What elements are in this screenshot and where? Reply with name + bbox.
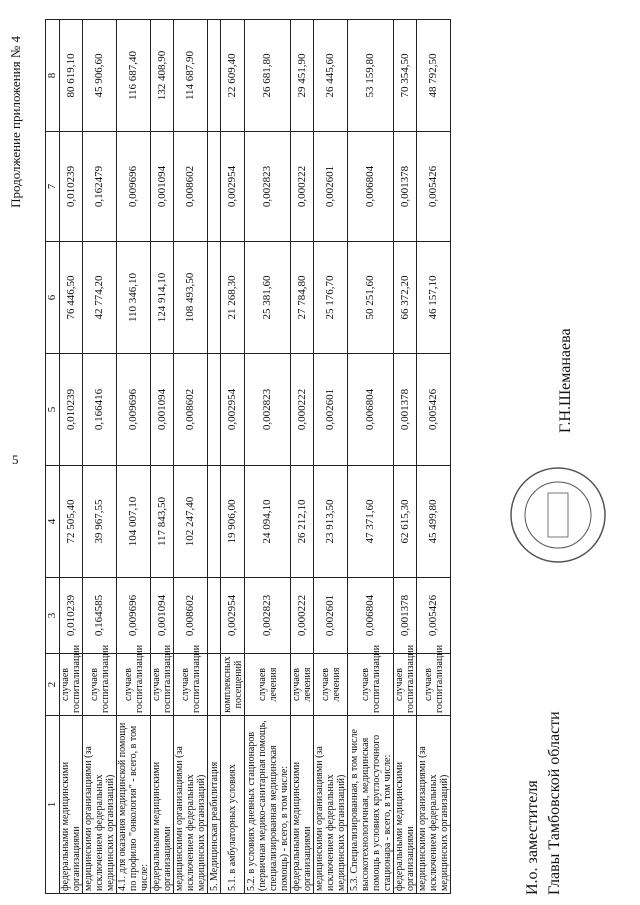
data-table [45,19,451,894]
value-cell: 23 913,50 [314,466,348,578]
column-number-row [46,20,60,894]
value-cell: 0,009696 [117,132,151,242]
row-label-cell: федеральными медицинскими организациями [151,716,174,894]
value-cell [208,466,221,578]
value-cell: 0,006804 [348,578,394,654]
row-label-cell: 5.2. в условиях дневных стационаров (первичная медико-санитарная помощь, специализированная медицинская помощь) - всего, в том числе: [245,716,291,894]
table-row [291,20,314,894]
value-cell: 0,002601 [314,354,348,466]
unit-cell: случаев госпитализации [394,654,417,716]
value-cell: 0,005426 [417,132,451,242]
unit-cell: случаев госпитализации [83,654,117,716]
unit-cell: случаев лечения [314,654,348,716]
unit-cell: случаев госпитализации [117,654,151,716]
table-row [151,20,174,894]
signer-position-line2: Главы Тамбовской области [546,711,563,895]
col-header: 4 [46,466,60,578]
table-row [83,20,117,894]
value-cell: 62 615,30 [394,466,417,578]
col-header: 8 [46,20,60,132]
unit-cell: случаев госпитализации [151,654,174,716]
value-cell [208,20,221,132]
value-cell: 47 371,60 [348,466,394,578]
value-cell: 0,009696 [117,354,151,466]
value-cell: 0,002954 [221,578,245,654]
value-cell: 0,005426 [417,354,451,466]
table-row [417,20,451,894]
value-cell: 0,002954 [221,132,245,242]
value-cell: 21 268,30 [221,242,245,354]
value-cell: 0,002954 [221,354,245,466]
value-cell: 53 159,80 [348,20,394,132]
row-label-cell: 4.1. для оказания медицинской помощи по профилю "онкология" - всего, в том числе: [117,716,151,894]
table-row [117,20,151,894]
appendix-title: Продолжение приложения № 4 [8,36,23,208]
value-cell: 0,010239 [60,354,83,466]
value-cell: 19 906,00 [221,466,245,578]
value-cell: 132 408,90 [151,20,174,132]
unit-cell: случаев лечения [291,654,314,716]
value-cell: 46 157,10 [417,242,451,354]
value-cell: 0,005426 [417,578,451,654]
value-cell: 108 493,50 [174,242,208,354]
value-cell: 48 792,50 [417,20,451,132]
value-cell: 0,008602 [174,354,208,466]
value-cell: 0,010239 [60,578,83,654]
unit-cell: случаев лечения [245,654,291,716]
value-cell: 70 354,50 [394,20,417,132]
value-cell: 0,001378 [394,578,417,654]
unit-cell: случаев госпитализации [174,654,208,716]
value-cell [208,578,221,654]
col-header: 1 [46,716,60,894]
value-cell: 124 914,10 [151,242,174,354]
value-cell: 25 381,60 [245,242,291,354]
value-cell: 80 619,10 [60,20,83,132]
row-label-cell: федеральными медицинскими организациями [291,716,314,894]
value-cell: 0,001094 [151,132,174,242]
value-cell: 0,000222 [291,578,314,654]
row-label-cell: федеральными медицинскими организациями [394,716,417,894]
value-cell: 0,001094 [151,354,174,466]
value-cell: 0,002823 [245,132,291,242]
value-cell: 0,001378 [394,354,417,466]
table-row [60,20,83,894]
value-cell: 66 372,20 [394,242,417,354]
row-label-cell: медицинскими организациями (за исключением федеральных медицинских организаций) [314,716,348,894]
signer-position-line1: И.о. заместителя [524,780,541,895]
col-header: 6 [46,242,60,354]
value-cell: 25 176,70 [314,242,348,354]
value-cell: 102 247,40 [174,466,208,578]
value-cell: 0,010239 [60,132,83,242]
unit-cell: случаев госпитализации [417,654,451,716]
value-cell: 0,001378 [394,132,417,242]
signer-name: Г.Н.Шеманаева [557,328,574,433]
value-cell: 0,008602 [174,578,208,654]
value-cell: 0,002601 [314,132,348,242]
table-row [245,20,291,894]
col-header: 2 [46,654,60,716]
value-cell: 0,000222 [291,354,314,466]
value-cell: 0,008602 [174,132,208,242]
value-cell: 26 445,60 [314,20,348,132]
unit-cell: случаев госпитализации [348,654,394,716]
row-label-cell: 5.3. Специализированная, в том числе высокотехнологичная, медицинская помощь в условиях круглосуточного стационара - всего, в том числе: [348,716,394,894]
value-cell: 0,006804 [348,354,394,466]
value-cell: 72 505,40 [60,466,83,578]
unit-cell: комплексных посещений [221,654,245,716]
col-header: 5 [46,354,60,466]
value-cell: 42 774,20 [83,242,117,354]
value-cell: 0,162479 [83,132,117,242]
table-row [221,20,245,894]
value-cell: 26 681,80 [245,20,291,132]
unit-cell: случаев госпитализации [60,654,83,716]
value-cell: 29 451,90 [291,20,314,132]
official-seal [508,465,608,565]
table-row [314,20,348,894]
value-cell: 0,009696 [117,578,151,654]
value-cell: 45 499,80 [417,466,451,578]
value-cell: 116 687,40 [117,20,151,132]
row-label-cell: федеральными медицинскими организациями [60,716,83,894]
value-cell: 39 967,55 [83,466,117,578]
value-cell: 0,002823 [245,578,291,654]
value-cell: 22 609,40 [221,20,245,132]
value-cell: 104 007,10 [117,466,151,578]
row-label-cell: 5.1. в амбулаторных условиях [221,716,245,894]
page-number: 5 [12,452,19,467]
value-cell [208,354,221,466]
value-cell: 27 784,80 [291,242,314,354]
row-label-cell: медицинскими организациями (за исключением федеральных медицинских организаций) [174,716,208,894]
signature-block [522,711,566,895]
col-header: 3 [46,578,60,654]
table-row [174,20,208,894]
value-cell: 117 843,50 [151,466,174,578]
value-cell: 110 346,10 [117,242,151,354]
value-cell: 0,164585 [83,578,117,654]
value-cell: 24 094,10 [245,466,291,578]
unit-cell [208,654,221,716]
value-cell: 0,166416 [83,354,117,466]
table-row [208,20,221,894]
table-row [348,20,394,894]
col-header: 7 [46,132,60,242]
row-label-cell: 5. Медицинская реабилитация [208,716,221,894]
value-cell: 0,006804 [348,132,394,242]
value-cell: 0,001094 [151,578,174,654]
value-cell: 45 906,60 [83,20,117,132]
row-label-cell: медицинскими организациями (за исключением федеральных медицинских организаций) [417,716,451,894]
value-cell [208,132,221,242]
row-label-cell: медицинскими организациями (за исключением федеральных медицинских организаций) [83,716,117,894]
value-cell: 114 687,90 [174,20,208,132]
value-cell: 50 251,60 [348,242,394,354]
value-cell: 0,002601 [314,578,348,654]
value-cell [208,242,221,354]
value-cell: 76 446,50 [60,242,83,354]
value-cell: 26 212,10 [291,466,314,578]
value-cell: 0,002823 [245,354,291,466]
table-row [394,20,417,894]
value-cell: 0,000222 [291,132,314,242]
